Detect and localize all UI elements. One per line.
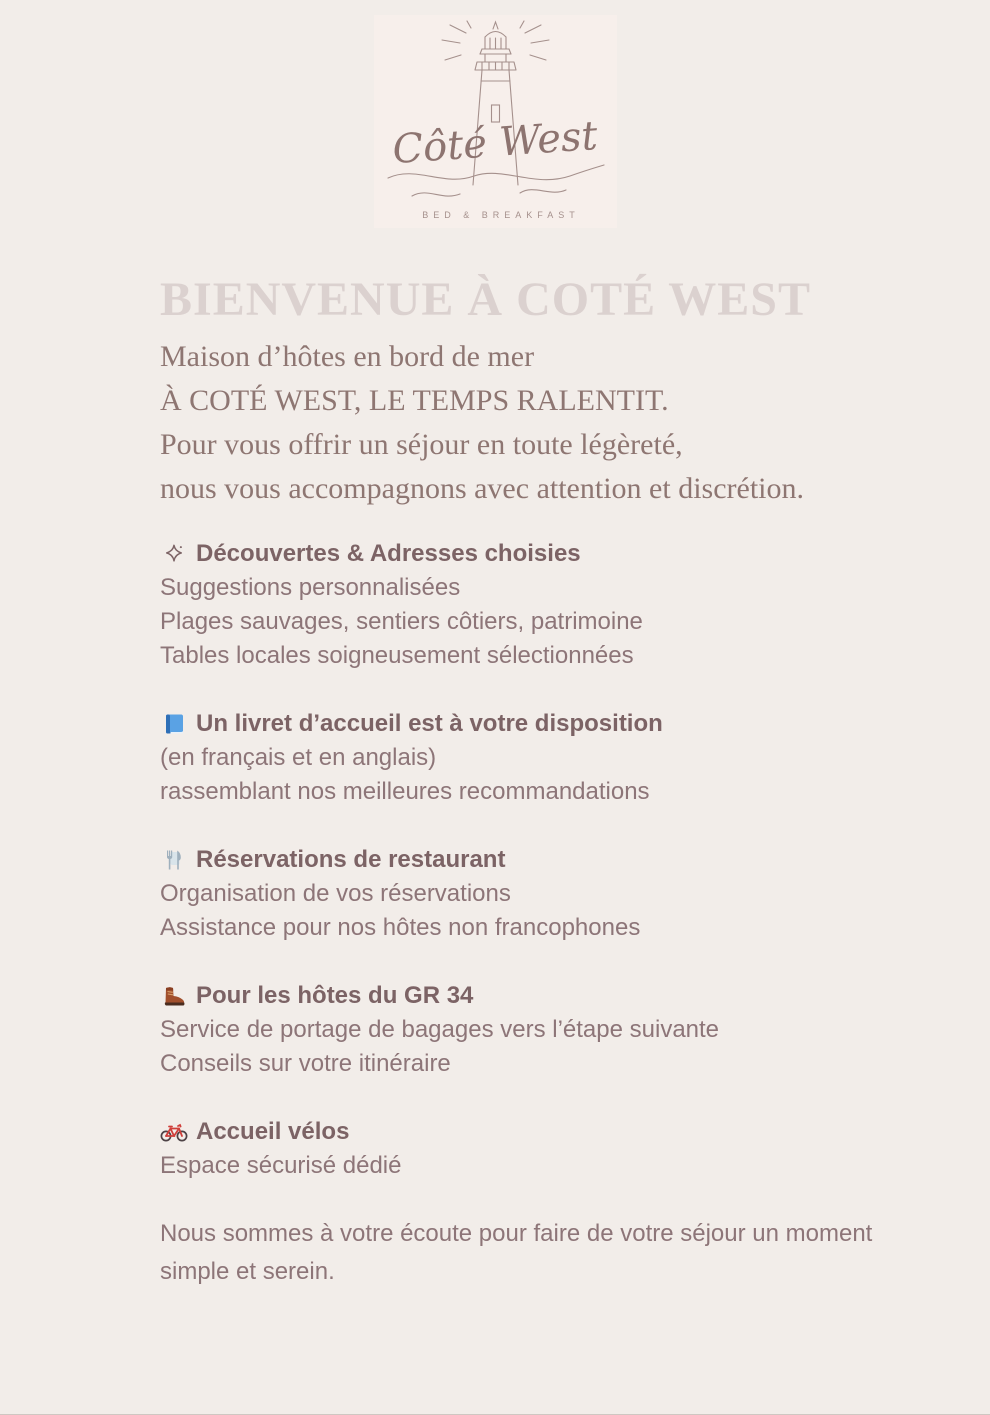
- section-line: Plages sauvages, sentiers côtiers, patrimoine: [160, 608, 643, 636]
- closing-paragraph: Nous sommes à votre écoute pour faire de votre séjour un moment simple et serein.: [160, 1220, 873, 1286]
- section-heading: [160, 843, 910, 877]
- section-line: Service de portage de bagages vers l’étape suivante: [160, 1016, 720, 1044]
- content-column: [0, 272, 990, 1291]
- intro-line: Pour vous offrir un séjour en toute légèreté,: [160, 428, 683, 462]
- section-heading: [160, 707, 910, 741]
- intro-line: À COTÉ WEST, LE TEMPS RALENTIT.: [160, 384, 669, 418]
- section-line: Suggestions personnalisées: [160, 574, 461, 602]
- section-livret: [160, 707, 910, 809]
- section-restaurant: [160, 843, 910, 945]
- logo-script-name: Côté West: [390, 112, 599, 174]
- section-title-text: Réservations de restaurant: [196, 846, 506, 874]
- section-velos: [160, 1115, 910, 1183]
- section-title-text: Pour les hôtes du GR 34: [196, 982, 474, 1010]
- section-decouvertes: [160, 537, 910, 673]
- section-line: Espace sécurisé dédié: [160, 1152, 402, 1180]
- lighthouse-logo-illustration: [374, 15, 617, 228]
- blue-book-icon: [160, 711, 188, 737]
- bicycle-icon: [160, 1119, 188, 1145]
- sparkle-icon: [160, 541, 188, 567]
- fork-and-knife-icon: [160, 847, 188, 873]
- section-heading: [160, 537, 910, 571]
- intro-line: Maison d’hôtes en bord de mer: [160, 340, 535, 374]
- section-title-text: Accueil vélos: [196, 1118, 350, 1146]
- section-title-text: Un livret d’accueil est à votre disposition: [196, 710, 663, 738]
- logo: [374, 15, 617, 228]
- hiking-boot-icon: [160, 983, 188, 1009]
- section-line: Assistance pour nos hôtes non francophones: [160, 914, 641, 942]
- section-title-text: Découvertes & Adresses choisies: [196, 540, 581, 568]
- section-line: Conseils sur votre itinéraire: [160, 1050, 451, 1078]
- section-heading: [160, 1115, 910, 1149]
- services-list: [160, 537, 910, 1183]
- intro-line: nous vous accompagnons avec attention et discrétion.: [160, 472, 804, 506]
- logo-subtitle: BED & BREAKFAST: [421, 210, 580, 220]
- section-heading: [160, 979, 910, 1013]
- section-line: Tables locales soigneusement sélectionnées: [160, 642, 634, 670]
- section-line: rassemblant nos meilleures recommandations: [160, 778, 650, 806]
- intro-paragraph: [160, 335, 910, 511]
- section-line: (en français et en anglais): [160, 744, 437, 772]
- welcome-page: [0, 15, 990, 1415]
- page-title: BIENVENUE À COTÉ WEST: [160, 273, 811, 326]
- section-line: Organisation de vos réservations: [160, 880, 511, 908]
- section-gr34: [160, 979, 910, 1081]
